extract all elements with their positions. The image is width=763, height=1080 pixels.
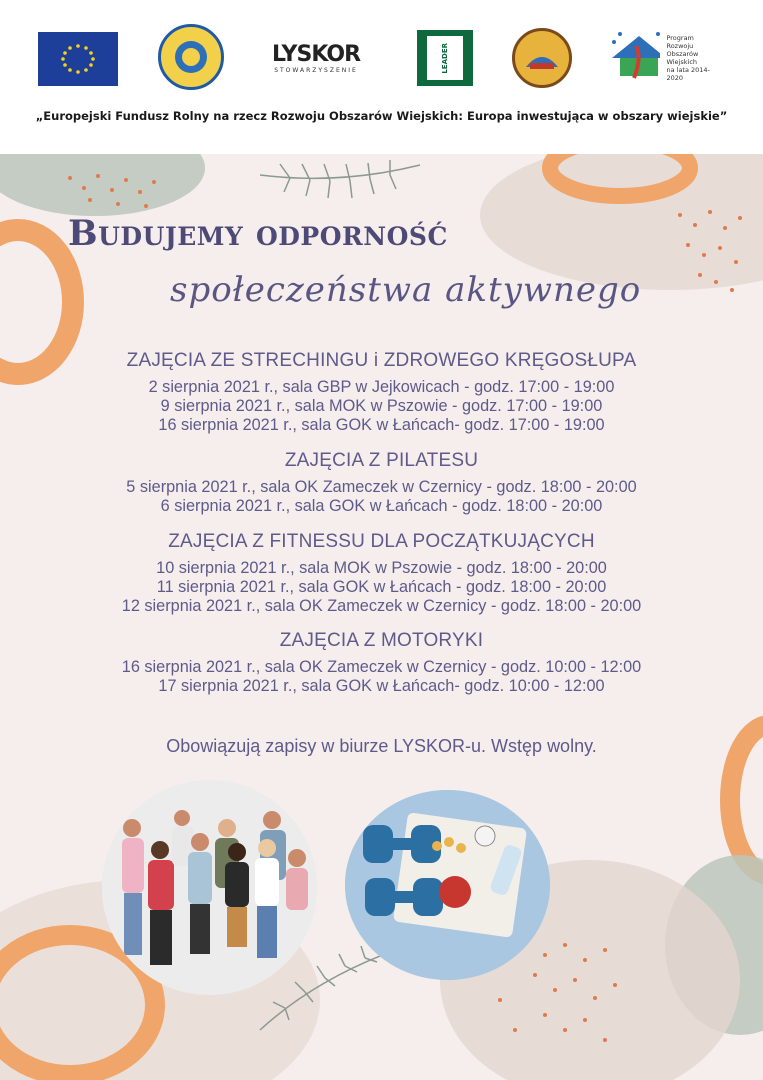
logo-header: [0, 0, 763, 154]
lgd-logo-icon: [158, 24, 224, 90]
beige-blob-top-right: [480, 140, 763, 290]
prow-line: Rozwoju: [666, 42, 694, 50]
section-heading: ZAJĘCIA Z FITNESSU DLA POCZĄTKUJĄCYCH: [168, 531, 595, 552]
prow-logo-icon: [606, 28, 716, 88]
prow-line: na lata 2014-2020: [666, 66, 710, 82]
fitness-food-photo: [345, 790, 550, 980]
palm-leaf-icon: [260, 160, 420, 198]
lyskor-logo-text: LYSKOR: [271, 42, 361, 67]
section-pilates: [0, 450, 763, 516]
schedule-line: 16 sierpnia 2021 r., sala OK Zameczek w Czernicy - godz. 10:00 - 12:00: [121, 658, 642, 676]
page-subtitle: społeczeństwa aktywnego: [170, 270, 642, 310]
schedule-line: 2 sierpnia 2021 r., sala GBP w Jejkowicach - godz. 17:00 - 19:00: [148, 378, 615, 396]
schedule-line: 10 sierpnia 2021 r., sala MOK w Pszowie - godz. 18:00 - 20:00: [156, 559, 607, 577]
schedule-line: 9 sierpnia 2021 r., sala MOK w Pszowie - godz. 17:00 - 19:00: [160, 397, 603, 415]
leader-logo-text: LEADER: [441, 42, 449, 74]
section-motor-skills: [0, 630, 763, 696]
schedule-line: 17 sierpnia 2021 r., sala GOK w Łańcach- godz. 10:00 - 12:00: [158, 677, 605, 695]
section-fitness: [0, 531, 763, 616]
section-stretching: [0, 350, 763, 435]
schedule-line: 16 sierpnia 2021 r., sala GOK w Łańcach- godz. 17:00 - 19:00: [158, 416, 605, 434]
prow-line: Wiejskich: [666, 58, 698, 66]
schedule-line: 11 sierpnia 2021 r., sala GOK w Łańcach - godz. 18:00 - 20:00: [156, 578, 607, 596]
leader-logo-icon: [417, 30, 473, 86]
lyskor-logo: [262, 38, 370, 78]
funding-statement: „Europejski Fundusz Rolny na rzecz Rozwoju Obszarów Wiejskich: Europa inwestująca w obszary wiejskie”: [35, 109, 728, 123]
registration-note: Obowiązują zapisy w biurze LYSKOR-u. Wstęp wolny.: [166, 736, 597, 756]
lyskor-logo-subtext: STOWARZYSZENIE: [274, 67, 358, 74]
section-heading: ZAJĘCIA ZE STRECHINGU i ZDROWEGO KRĘGOSŁUPA: [126, 350, 637, 371]
fitness-food-image: [345, 790, 550, 980]
schedule-line: 6 sierpnia 2021 r., sala GOK w Łańcach - godz. 18:00 - 20:00: [160, 497, 603, 515]
section-heading: ZAJĘCIA Z PILATESU: [284, 450, 479, 471]
prow-line: Obszarów: [666, 50, 699, 58]
page-title: Budujemy odporność: [68, 213, 448, 254]
prow-logo-text: [666, 34, 716, 82]
group-people-image: [102, 780, 317, 995]
schedule-line: 5 sierpnia 2021 r., sala OK Zameczek w Czernicy - godz. 18:00 - 20:00: [126, 478, 637, 496]
gmina-logo-icon: [512, 28, 572, 88]
group-photo: [102, 780, 317, 995]
prow-line: Program: [666, 34, 694, 42]
eu-flag-icon: [38, 32, 118, 86]
schedule-line: 12 sierpnia 2021 r., sala OK Zameczek w Czernicy - godz. 18:00 - 20:00: [121, 597, 642, 615]
section-heading: ZAJĘCIA Z MOTORYKI: [279, 630, 484, 651]
